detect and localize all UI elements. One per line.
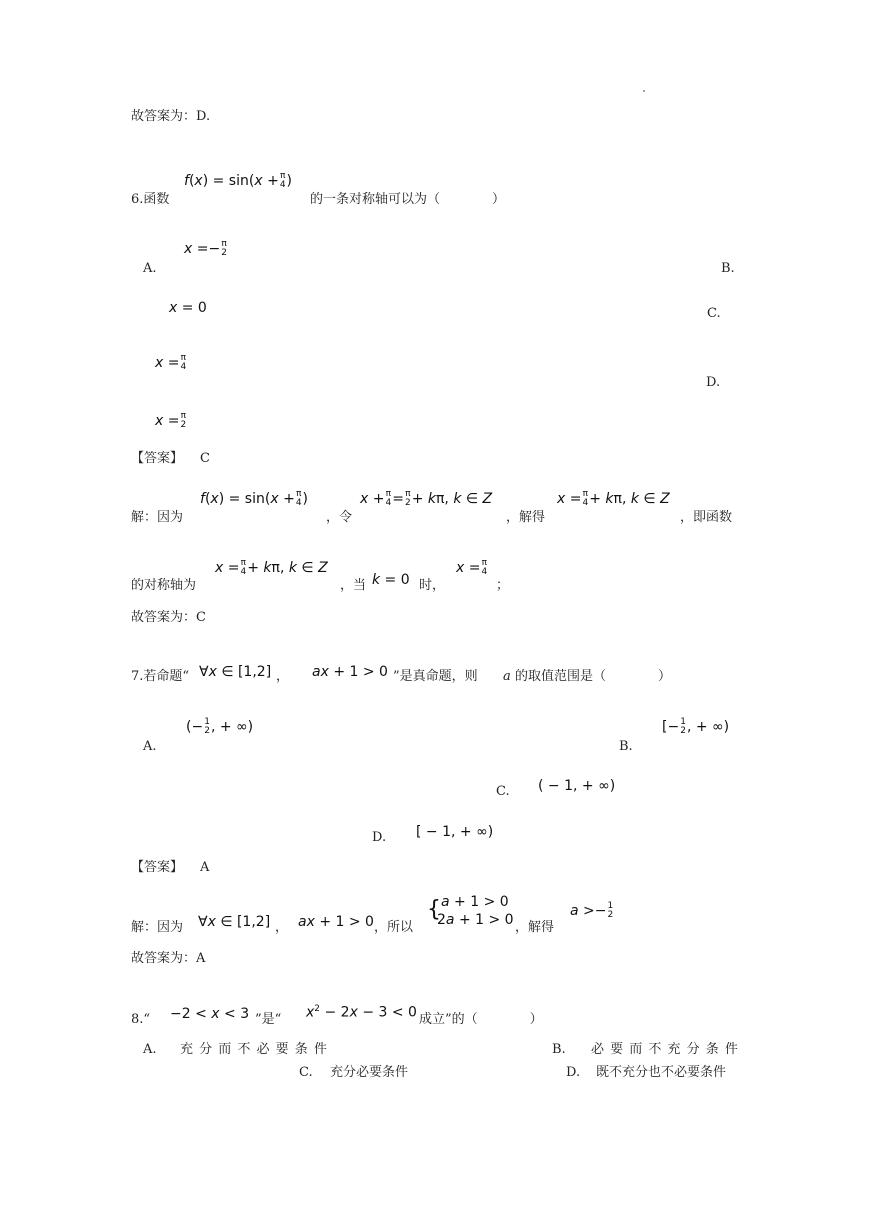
q6-solution2-end: ；	[496, 578, 510, 593]
q7-option-b-label: B.	[619, 739, 633, 754]
q7-var-a: a	[503, 669, 511, 684]
q8-option-d-label: D.	[566, 1065, 581, 1080]
q6-option-d-label: D.	[706, 375, 721, 390]
q7-answer-label: 【答案】	[131, 860, 184, 875]
q6-option-a-expr: x =− π 2	[184, 239, 227, 258]
q6-solution2-dang: ，当	[340, 578, 367, 593]
q6-option-b-label: B.	[721, 261, 735, 276]
q6-solution-prefix: 解：因为	[131, 510, 184, 525]
q6-option-b-expr: x = 0	[169, 300, 207, 316]
prev-answer-line: 故答案为：D.	[131, 109, 211, 124]
q8-mid: ”是“	[255, 1012, 282, 1027]
q7-system-brace: {	[427, 897, 441, 922]
q6-option-c-expr: x = π 4	[155, 353, 187, 372]
q6-answer-value: C	[200, 451, 210, 466]
q6-option-a-label: A.	[143, 261, 157, 276]
q7-answer-value: A	[200, 860, 210, 875]
q6-solution2-x: x = π 4	[456, 558, 488, 577]
q8-option-c-text: 充分必要条件	[330, 1065, 409, 1080]
q7-option-b-expr: [− 1 2 , + ∞)	[662, 717, 730, 736]
q7-solution-result: a >− 1 2	[570, 901, 614, 920]
q7-solution-sep: ，	[275, 920, 289, 935]
q7-option-a-label: A.	[143, 739, 157, 754]
q8-option-d-text: 既不充分也不必要条件	[596, 1065, 727, 1080]
q6-final-answer: 故答案为：C	[131, 610, 206, 625]
q6-solution-jihanshu: ，即函数	[680, 510, 733, 525]
q8-condition: −2 < x < 3	[170, 1006, 250, 1022]
q6-solution-ling: ，令	[326, 510, 353, 525]
q6-solution2-prefix: 的对称轴为	[131, 578, 197, 593]
q8-prefix: 8.“	[131, 1012, 151, 1027]
q6-formula: f(x) = sin(x + π 4 )	[184, 171, 293, 190]
q7-sep: ，	[276, 669, 290, 684]
q6-solution2-axis: x = π 4 + kπ, k ∈ Z	[215, 558, 328, 577]
q6-solution-result: x = π 4 + kπ, k ∈ Z	[557, 489, 670, 508]
q7-solution-prefix: 解：因为	[131, 920, 184, 935]
q6-solution2-k: k = 0	[372, 572, 410, 588]
q7-solution-suoyi: ，所以	[374, 920, 414, 935]
q7-suffix: 的取值范围是（ ）	[515, 669, 672, 684]
q8-option-a-label: A.	[143, 1042, 157, 1057]
q7-solution-jiede: ，解得	[515, 920, 555, 935]
q7-system-line1: a + 1 > 0	[441, 894, 509, 910]
q7-prefix: 7.若命题“	[131, 669, 190, 684]
q7-option-c-expr: ( − 1, + ∞)	[538, 778, 616, 794]
q7-option-d-label: D.	[372, 830, 387, 845]
q7-option-a-expr: (− 1 2 , + ∞)	[186, 717, 254, 736]
q8-suffix: 成立”的（ ）	[419, 1012, 543, 1027]
q7-inequality: ax + 1 > 0	[312, 664, 388, 680]
q6-prefix: 6.函数	[131, 192, 170, 207]
q8-option-b-label: B.	[552, 1042, 566, 1057]
q8-option-b-text: 必 要 而 不 充 分 条 件	[591, 1042, 739, 1057]
q6-solution-formula: f(x) = sin(x + π 4 )	[200, 489, 309, 508]
page-dot-mark	[643, 90, 645, 92]
q6-answer-label: 【答案】	[131, 451, 184, 466]
q7-quantifier: ∀x ∈ [1,2]	[199, 664, 272, 680]
q6-option-c-label: C.	[707, 306, 721, 321]
q8-quadratic: $x^2 - 2x - 3 < 0$	[306, 1004, 417, 1021]
q8-option-a-text: 充 分 而 不 必 要 条 件	[180, 1042, 328, 1057]
q7-mid: ”是真命题，则	[393, 669, 478, 684]
q6-suffix: 的一条对称轴可以为（ ）	[310, 192, 506, 207]
q7-final-answer: 故答案为：A	[131, 951, 206, 966]
q8-option-c-label: C.	[299, 1065, 313, 1080]
q7-option-c-label: C.	[496, 784, 510, 799]
q7-solution-quantifier: ∀x ∈ [1,2]	[198, 914, 271, 930]
q6-option-d-expr: x = π 2	[155, 411, 187, 430]
q6-solution-jiede: ，解得	[506, 510, 546, 525]
q7-option-d-expr: [ − 1, + ∞)	[416, 824, 494, 840]
q7-system-line2: 2a + 1 > 0	[437, 912, 514, 928]
q6-solution2-shi: 时，	[419, 578, 446, 593]
q7-solution-inequality: ax + 1 > 0	[298, 914, 374, 930]
q6-solution-equation: x + π 4 = π 2 + kπ, k ∈ Z	[360, 489, 493, 508]
